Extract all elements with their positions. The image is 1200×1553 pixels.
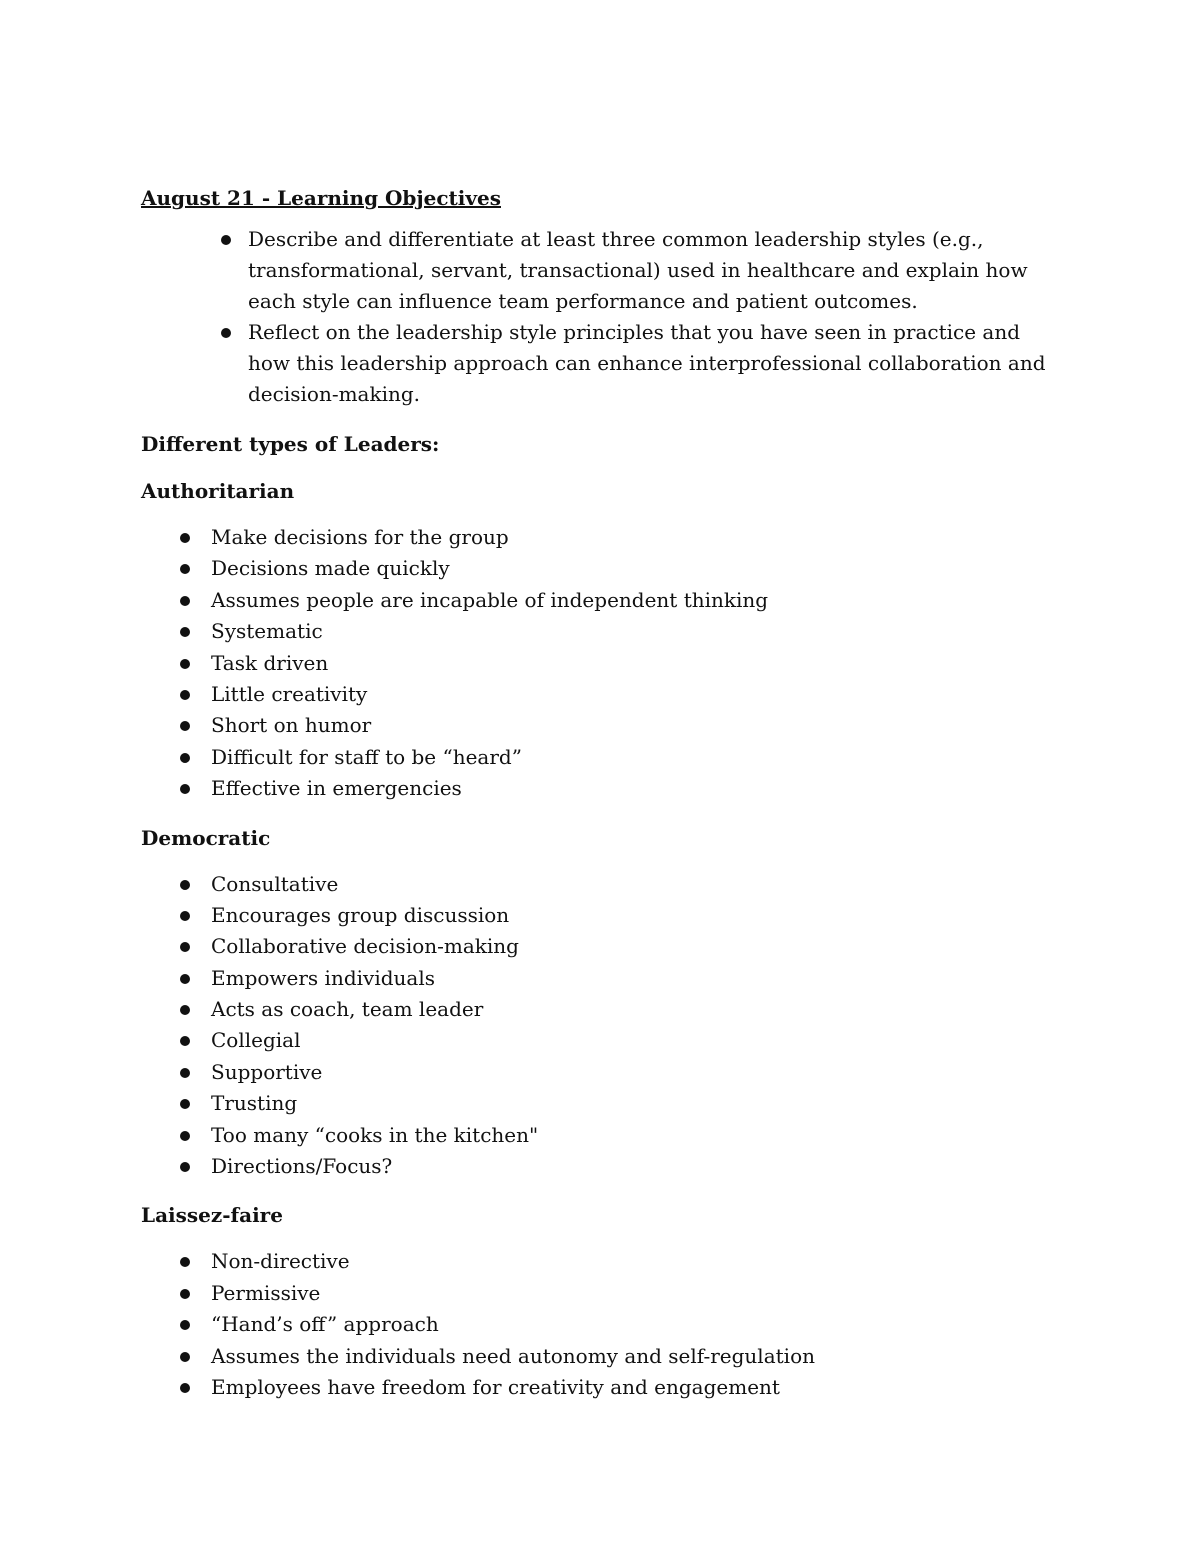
bullet-icon — [180, 690, 190, 700]
list-item-text: Trusting — [211, 1091, 298, 1116]
list-item-text: Decisions made quickly — [211, 556, 450, 581]
list-item-text: Acts as coach, team leader — [211, 997, 484, 1022]
bullet-icon — [180, 1068, 190, 1078]
list-item-text: Little creativity — [211, 681, 368, 706]
list-item — [141, 1057, 1061, 1088]
laissez-faire-list — [141, 1246, 1061, 1403]
list-item — [141, 710, 1061, 741]
bullet-icon — [180, 974, 190, 984]
democratic-list — [141, 869, 1061, 1183]
bullet-icon — [180, 596, 190, 606]
list-item-text: Make decisions for the group — [211, 525, 509, 549]
leader-types-heading: Different types of Leaders: — [141, 432, 440, 456]
authoritarian-heading: Authoritarian — [141, 479, 295, 503]
bullet-icon — [180, 721, 190, 731]
bullet-icon — [180, 1320, 190, 1330]
list-item — [141, 994, 1061, 1025]
list-item-text: Collaborative decision-making — [211, 934, 519, 959]
list-item — [141, 931, 1061, 962]
list-item — [141, 1120, 1061, 1151]
list-item — [141, 553, 1061, 584]
bullet-icon — [221, 235, 231, 245]
list-item — [141, 1341, 1061, 1372]
list-item-text: Encourages group discussion — [211, 902, 510, 927]
list-item — [141, 522, 1061, 553]
bullet-icon — [221, 328, 231, 338]
bullet-icon — [180, 1099, 190, 1109]
bullet-icon — [180, 911, 190, 921]
list-item — [141, 648, 1061, 679]
list-item-text: Permissive — [211, 1280, 321, 1305]
page-title: August 21 - Learning Objectives — [141, 186, 501, 210]
list-item-text: Employees have freedom for creativity and engagement — [211, 1374, 780, 1399]
bullet-icon — [180, 880, 190, 890]
list-item-text: Too many “cooks in the kitchen" — [211, 1122, 539, 1147]
bullet-icon — [180, 533, 190, 543]
list-item — [141, 900, 1061, 931]
list-item-text: Effective in emergencies — [211, 776, 462, 801]
bullet-icon — [180, 1289, 190, 1299]
list-item — [141, 1025, 1061, 1056]
list-item-text: Assumes people are incapable of independent thinking — [211, 587, 769, 612]
bullet-icon — [180, 784, 190, 794]
democratic-heading: Democratic — [141, 825, 271, 850]
bullet-icon — [180, 753, 190, 763]
list-item-text: Short on humor — [211, 713, 372, 738]
bullet-icon — [180, 1352, 190, 1362]
list-item-text: “Hand’s off” approach — [211, 1312, 439, 1337]
laissez-faire-heading: Laissez-faire — [141, 1203, 283, 1228]
list-item-text: Directions/Focus? — [211, 1154, 393, 1179]
list-item-text: Task driven — [211, 650, 329, 675]
list-item — [141, 1088, 1061, 1119]
bullet-icon — [180, 564, 190, 574]
objective-text: Reflect on the leadership style principles that you have seen in practice and how this leadership approach can enhance interprofessional collaboration and decision-making. — [248, 320, 1046, 406]
list-item — [141, 742, 1061, 773]
list-item-text: Systematic — [211, 619, 323, 644]
objective-text: Describe and differentiate at least three common leadership styles (e.g., transformational, servant, transactional) used in healthcare and explain how each style can influence team performance and patient outcomes. — [248, 227, 1028, 313]
bullet-icon — [180, 1162, 190, 1172]
list-item — [141, 679, 1061, 710]
list-item-text: Empowers individuals — [211, 965, 435, 990]
bullet-icon — [180, 1036, 190, 1046]
list-item — [141, 869, 1061, 900]
list-item — [141, 773, 1061, 804]
list-item — [141, 317, 1048, 410]
bullet-icon — [180, 659, 190, 669]
list-item — [141, 1278, 1061, 1309]
list-item — [141, 1246, 1061, 1277]
list-item — [141, 963, 1061, 994]
list-item-text: Consultative — [211, 871, 339, 896]
list-item-text: Difficult for staff to be “heard” — [211, 744, 522, 769]
bullet-icon — [180, 1383, 190, 1393]
bullet-icon — [180, 627, 190, 637]
authoritarian-list — [141, 522, 1061, 805]
list-item-text: Collegial — [211, 1028, 301, 1053]
list-item — [141, 1151, 1061, 1182]
document-content — [141, 184, 1061, 1403]
list-item — [141, 585, 1061, 616]
bullet-icon — [180, 942, 190, 952]
list-item — [141, 224, 1048, 317]
list-item-text: Non-directive — [211, 1249, 350, 1274]
bullet-icon — [180, 1257, 190, 1267]
bullet-icon — [180, 1131, 190, 1141]
objectives-list — [141, 224, 1061, 410]
bullet-icon — [180, 1005, 190, 1015]
list-item — [141, 616, 1061, 647]
list-item-text: Supportive — [211, 1059, 323, 1084]
list-item — [141, 1372, 1061, 1403]
list-item — [141, 1309, 1061, 1340]
list-item-text: Assumes the individuals need autonomy and self-regulation — [211, 1343, 815, 1368]
